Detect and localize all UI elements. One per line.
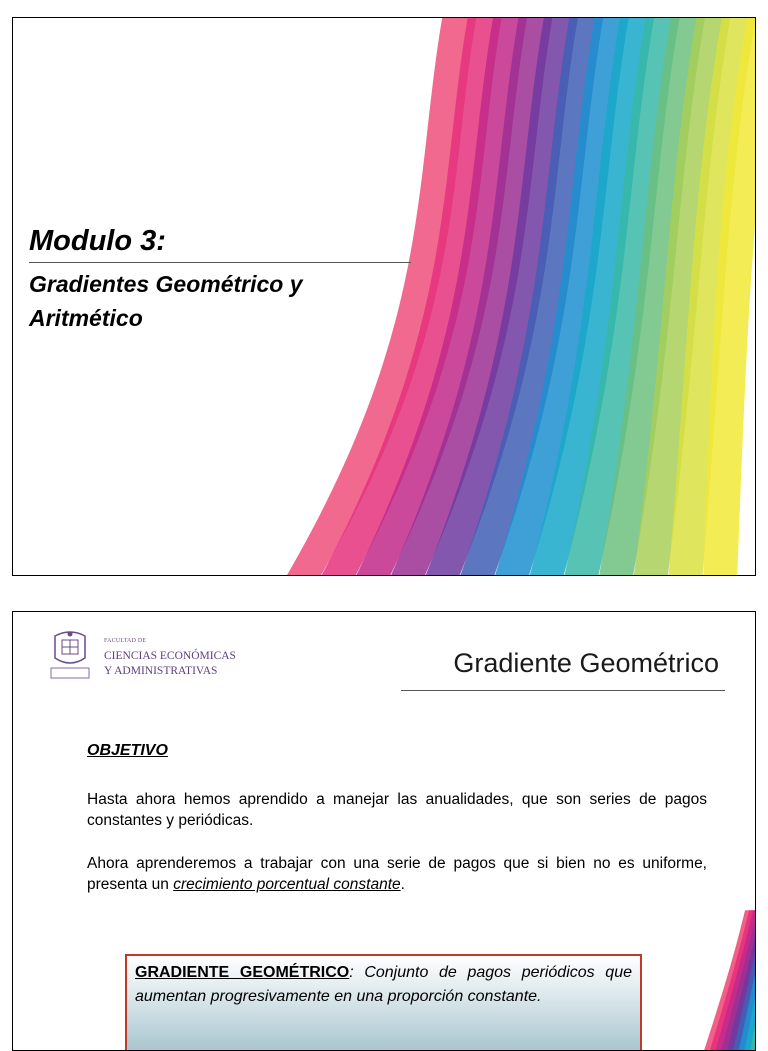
module-subtitle: Gradientes Geométrico y Aritmético: [29, 271, 303, 331]
title-slide: [12, 17, 756, 576]
slide-title: Gradiente Geométrico: [453, 648, 719, 678]
faculty-name-line2: Y ADMINISTRATIVAS: [104, 665, 218, 677]
paragraph-growth-end: .: [400, 876, 405, 893]
faculty-logo: [49, 628, 239, 682]
title-divider: [29, 262, 411, 263]
definition-text: [135, 961, 632, 1009]
definition-term: GRADIENTE GEOMÉTRICO: [135, 964, 350, 981]
content-slide: [12, 611, 756, 1051]
title-divider: [401, 690, 725, 691]
paragraph-growth: [87, 853, 707, 895]
faculty-small-label: FACULTAD DE: [104, 638, 147, 644]
module-title: Modulo 3:: [29, 225, 166, 257]
faculty-name-line1: CIENCIAS ECONÓMICAS: [104, 650, 236, 662]
growth-emphasis: crecimiento porcentual constante: [173, 876, 401, 893]
wave-ribbon: [756, 910, 757, 1051]
objective-heading: OBJETIVO: [87, 742, 168, 759]
paragraph-growth-start: Ahora aprenderemos a trabajar con una serie de pagos que si bien no es uniforme, presenta un: [87, 855, 707, 893]
paragraph-annuities: Hasta ahora hemos aprendido a manejar las anualidades, que son series de pagos constantes y periódicas.: [87, 791, 707, 829]
corner-wave-group: [703, 910, 756, 1051]
definition-box: [125, 954, 642, 1051]
university-seal-icon: [49, 628, 91, 680]
definition-body: : Conjunto de pagos periódicos que aumentan progresivamente en una proporción constante.: [135, 964, 632, 1005]
